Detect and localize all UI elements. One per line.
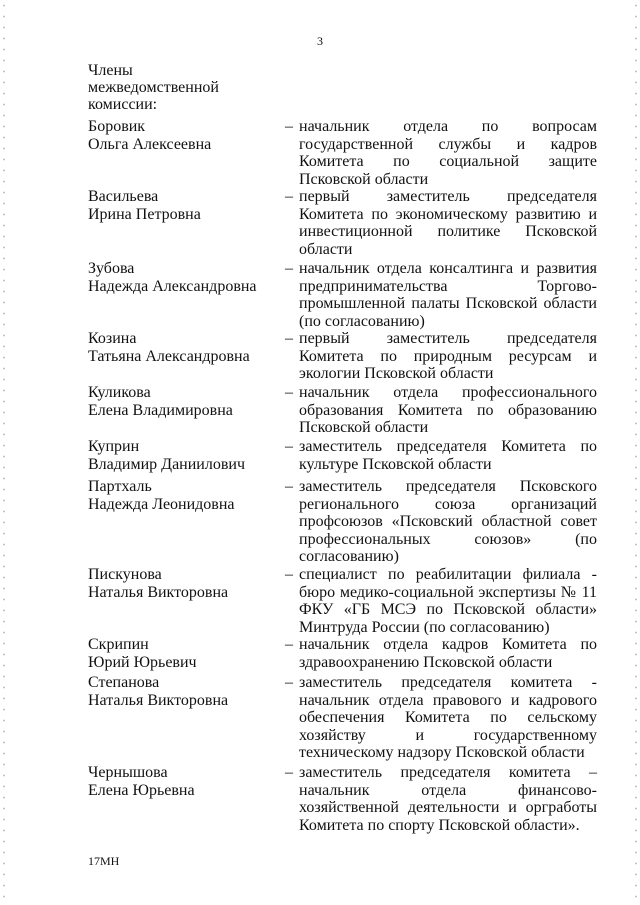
member-role-line: заместитель председателя Комитета по <box>299 438 597 455</box>
heading-line: межведомственной <box>88 79 219 96</box>
member-name-line: Ольга Алексеевна <box>88 135 212 153</box>
dash-separator: – <box>285 478 293 495</box>
dash-separator: – <box>285 330 293 347</box>
dash-separator: – <box>285 764 293 781</box>
heading-line: комиссии: <box>88 96 158 113</box>
member-name <box>88 118 288 153</box>
dash-separator: – <box>285 384 293 401</box>
member-name <box>88 636 288 671</box>
member-name-line: Степанова <box>88 674 160 691</box>
member-role-line: инвестиционной политике Псковской <box>299 223 597 240</box>
member-name <box>88 188 288 223</box>
member-name <box>88 384 288 419</box>
member-role <box>299 636 597 671</box>
member-name-line: Зубова <box>88 260 135 277</box>
dash-separator: – <box>285 188 293 205</box>
member-role <box>299 478 597 566</box>
member-role-line: бюро медико-социальной экспертизы № 11 <box>299 583 597 601</box>
member-role <box>299 566 597 636</box>
member-name-line: Елена Владимировна <box>88 401 233 419</box>
member-role-line: первый заместитель председателя <box>299 330 597 347</box>
member-name-line: Надежда Леонидовна <box>88 495 235 513</box>
member-name-line: Козина <box>88 330 137 347</box>
member-role-line: начальник отдела профессионального <box>299 384 597 401</box>
dash-separator: – <box>285 566 293 583</box>
member-role-line: начальник отдела правового и кадрового <box>299 691 597 709</box>
member-role <box>299 118 597 188</box>
member-role-line: ФКУ «ГБ МСЭ по Псковской области» <box>299 601 597 618</box>
member-name-line: Надежда Александровна <box>88 277 257 295</box>
member-role-line: обеспечения Комитета по сельскому <box>299 709 597 726</box>
member-role <box>299 188 597 258</box>
member-role-line: Минтруда России (по согласованию) <box>299 618 550 636</box>
member-role-line: регионального союза организаций <box>299 495 597 513</box>
member-role-line: специалист по реабилитации филиала - <box>299 566 597 583</box>
member-name <box>88 330 288 365</box>
document-code: 17МН <box>88 854 120 868</box>
member-name <box>88 674 288 709</box>
member-role-line: Комитета по социальной защите <box>299 153 597 170</box>
member-role-line: предпринимательства Торгово- <box>299 277 597 295</box>
member-role-line: заместитель председателя комитета – <box>299 764 597 781</box>
member-name <box>88 566 288 601</box>
member-role-line: промышленной палаты Псковской области <box>299 295 597 312</box>
member-role <box>299 764 597 834</box>
member-role <box>299 260 597 330</box>
heading-line: Члены <box>88 62 133 79</box>
member-role-line: первый заместитель председателя <box>299 188 597 205</box>
member-name-line: Наталья Викторовна <box>88 691 229 709</box>
member-role-line: начальник отдела финансово- <box>299 781 597 799</box>
member-role-line: профессиональных союзов» (по <box>299 530 597 548</box>
member-role <box>299 384 597 437</box>
member-role-line: (по согласованию) <box>299 312 425 330</box>
member-role-line: начальник отдела консалтинга и развития <box>299 260 597 277</box>
dash-separator: – <box>285 438 293 455</box>
member-role-line: государственной службы и кадров <box>299 135 597 153</box>
member-name-line: Куликова <box>88 384 151 401</box>
dash-separator: – <box>285 260 293 277</box>
member-name-line: Партхаль <box>88 478 152 495</box>
member-role-line: Псковской области <box>299 170 429 188</box>
member-name-line: Наталья Викторовна <box>88 583 229 601</box>
dash-separator: – <box>285 674 293 691</box>
member-role-line: начальник отдела кадров Комитета по <box>299 636 597 653</box>
member-name-line: Елена Юрьевна <box>88 781 195 799</box>
member-role-line: согласованию) <box>299 548 399 565</box>
member-role-line: здравоохранению Псковской области <box>299 653 553 671</box>
member-name-line: Ирина Петровна <box>88 205 201 223</box>
member-role <box>299 330 597 383</box>
member-role-line: техническому надзору Псковской области <box>299 744 585 761</box>
member-name <box>88 260 288 295</box>
member-name-line: Пискунова <box>88 566 162 583</box>
member-role-line: Комитета по природным ресурсам и <box>299 347 597 365</box>
member-role-line: Комитета по спорту Псковской области». <box>299 816 580 834</box>
member-role-line: хозяйственной деятельности и оргработы <box>299 799 597 816</box>
member-name-line: Скрипин <box>88 636 149 653</box>
member-name-line: Боровик <box>88 118 146 135</box>
member-role-line: образования Комитета по образованию <box>299 401 597 419</box>
member-name-line: Юрий Юрьевич <box>88 653 197 671</box>
member-name-line: Васильева <box>88 188 159 205</box>
member-role-line: начальник отдела по вопросам <box>299 118 597 135</box>
member-name <box>88 438 288 473</box>
member-name-line: Татьяна Александровна <box>88 347 250 365</box>
member-role-line: области <box>299 240 353 258</box>
member-name <box>88 478 288 513</box>
page-number: 3 <box>317 34 323 48</box>
member-name-line: Владимир Даниилович <box>88 455 245 473</box>
member-role-line: экологии Псковской области <box>299 365 494 382</box>
member-role-line: культуре Псковской области <box>299 455 492 473</box>
member-role-line: заместитель председателя комитета - <box>299 674 597 691</box>
member-role <box>299 438 597 473</box>
dash-separator: – <box>285 636 293 653</box>
dash-separator: – <box>285 118 293 135</box>
member-role <box>299 674 597 762</box>
member-role-line: Комитета по экономическому развитию и <box>299 205 597 223</box>
member-role-line: профсоюзов «Псковский областной совет <box>299 513 597 530</box>
member-role-line: заместитель председателя Псковского <box>299 478 597 495</box>
member-name-line: Чернышова <box>88 764 168 781</box>
member-role-line: Псковской области <box>299 419 429 436</box>
member-name <box>88 764 288 799</box>
member-role-line: хозяйству и государственному <box>299 726 597 744</box>
member-name-line: Куприн <box>88 438 140 455</box>
